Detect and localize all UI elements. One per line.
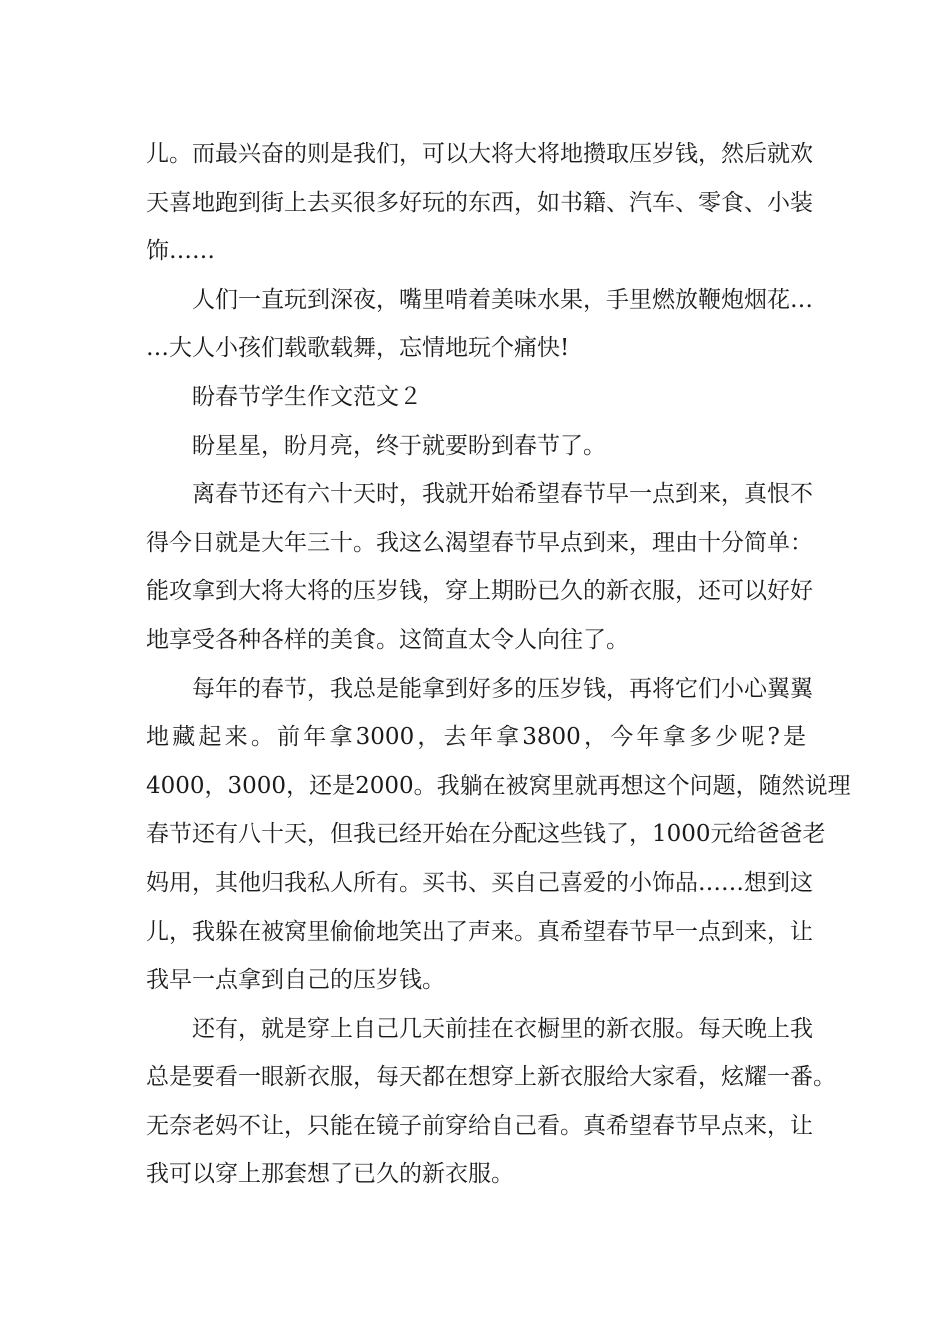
text-line: 离春节还有六十天时，我就开始希望春节早一点到来，真恨不 (192, 481, 813, 508)
document-body (146, 130, 851, 1199)
text-line: 地享受各种各样的美食。这简直太令人向往了。 (146, 626, 629, 653)
text-line: 我可以穿上那套想了已久的新衣服。 (146, 1161, 514, 1188)
text-line: 还有，就是穿上自己几天前挂在衣橱里的新衣服。每天晚上我 (192, 1015, 813, 1042)
text-line: 总是要看一眼新衣服，每天都在想穿上新衣服给大家看，炫耀一番。 (146, 1064, 836, 1091)
text-line: 妈用，其他归我私人所有。买书、买自己喜爱的小饰品……想到这 (146, 869, 813, 896)
text-line: 人们一直玩到深夜，嘴里啃着美味水果，手里燃放鞭炮烟花… (192, 286, 813, 313)
text-line: 地藏起来。前年拿3000，去年拿3800，今年拿多少呢?是 (146, 724, 806, 751)
text-line: 能攻拿到大将大将的压岁钱，穿上期盼已久的新衣服，还可以好好 (146, 578, 813, 605)
text-line: 4000，3000，还是2000。我躺在被窝里就再想这个问题，随然说理 (146, 772, 851, 799)
text-line: 饰…… (146, 238, 215, 265)
text-line: 儿。而最兴奋的则是我们，可以大将大将地攒取压岁钱，然后就欢 (146, 141, 813, 167)
section-heading: 盼春节学生作文范文２ (192, 383, 422, 410)
text-line: 每年的春节，我总是能拿到好多的压岁钱，再将它们小心翼翼 (192, 675, 813, 702)
text-line: 天喜地跑到街上去买很多好玩的东西，如书籍、汽车、零食、小装 (146, 189, 813, 216)
text-line: 盼星星，盼月亮，终于就要盼到春节了。 (192, 432, 606, 459)
text-line: 我早一点拿到自己的压岁钱。 (146, 967, 445, 994)
text-line: 儿，我躲在被窝里偷偷地笑出了声来。真希望春节早一点到来，让 (146, 918, 813, 945)
text-line: …大人小孩们载歌载舞，忘情地玩个痛快! (146, 335, 570, 362)
text-line: 无奈老妈不让，只能在镜子前穿给自己看。真希望春节早点来，让 (146, 1112, 813, 1139)
text-line: 春节还有八十天，但我已经开始在分配这些钱了，1000元给爸爸老 (146, 821, 826, 848)
text-line: 得今日就是大年三十。我这么渴望春节早点到来，理由十分简单： (146, 529, 813, 556)
